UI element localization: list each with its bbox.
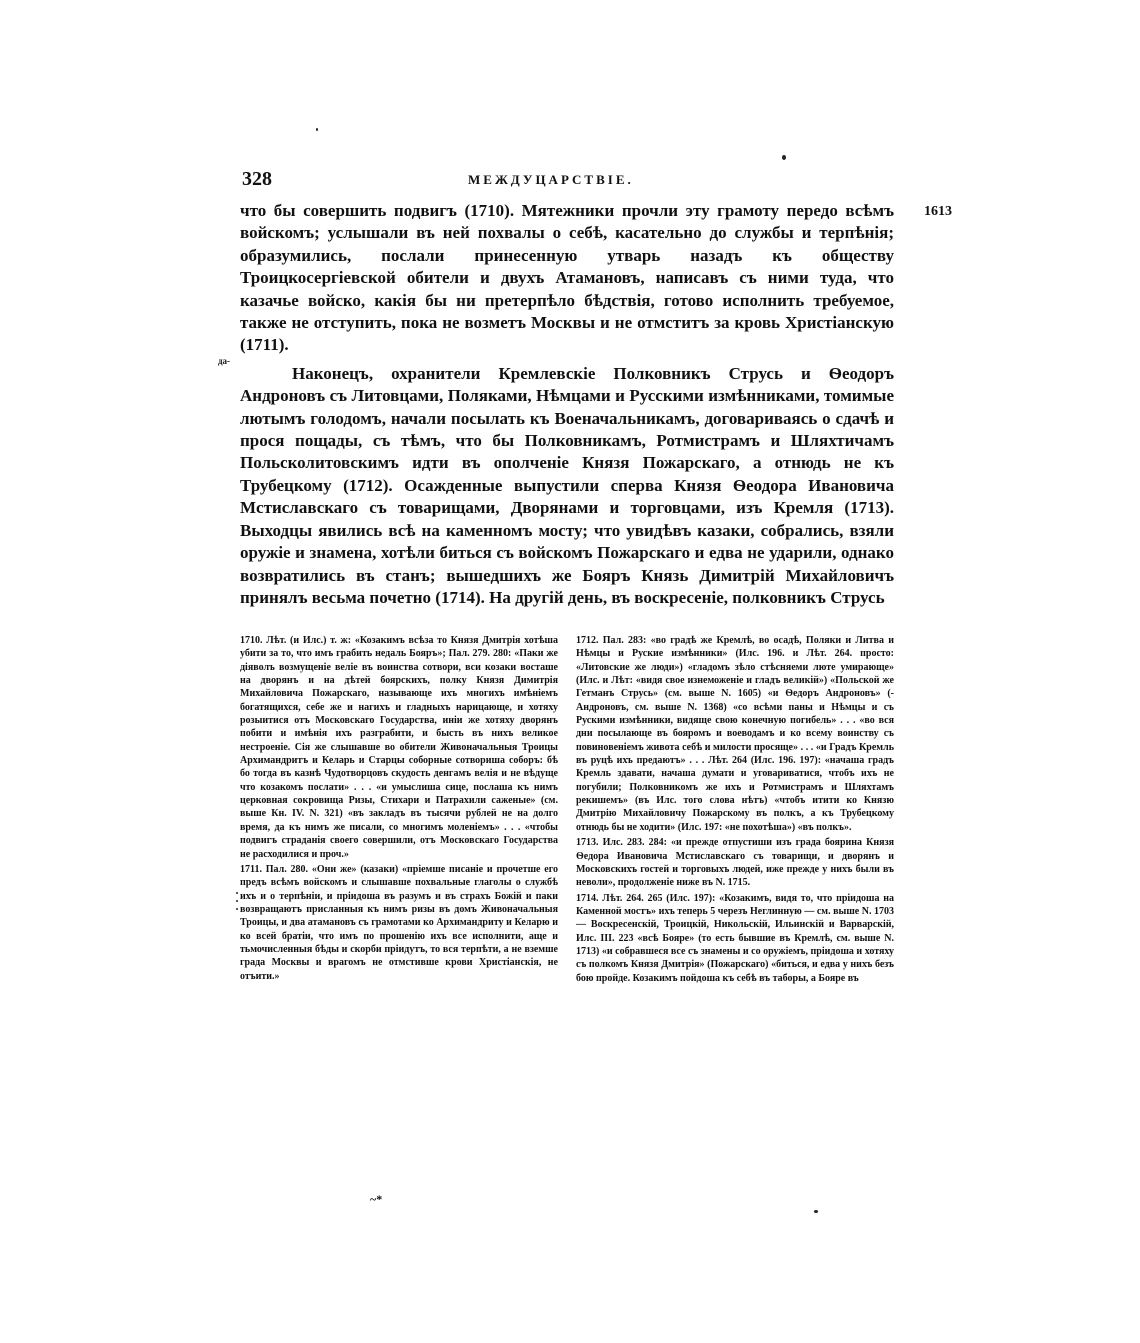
- margin-mark: да-: [218, 356, 231, 366]
- footnotes-right-column: [576, 634, 894, 987]
- footnote-1713: 1713. Илс. 283. 284: «и прежде отпустиши изъ града боярина Князя Ѳедора Ивановича Мстиславскаго съ товарищи, и дворянъ и Московскихъ гостей и торговыхъ людей, иже прежде у нихъ были въ неволи», продолженіе ниже въ N. 1715.: [576, 837, 894, 889]
- footnotes: [240, 634, 894, 1194]
- footnote-1710: 1710. Лѣт. (и Илс.) т. ж: «Козакимъ всѣза то Князя Дмитрія хотѣша убити за то, что имъ грабить недаль Бояръ»; Пал. 279. 280: «Паки же діяволъ возмущеніе веліе въ воинства сотвори, вси козаки восташе на дворянъ и на дѣтей боярскихъ, полку Князя Димитрія Михайловича Пожарскаго, называюще ихъ многихъ имѣніемъ богатящихся, себе же и нагихъ и гладныхъ нарицающе, и хотяху розыитися отъ Московскаго Государства, иніи же хотяху дворянъ побити и имѣнія ихъ разграбити, и бысть въ нихъ великое нестроеніе. Сія же слышавше во обители Живоначальныя Троицы Архимандритъ и Келарь и Старцы соборные сотвориша соборъ: бѣ бо тогда въ казнѣ Чудотворцовъ скудость денгамъ велія и не вѣдуще что козакомъ послати» . . . «и умыслиша сице, послаша къ нимъ церковная сокровища Ризы, Стихари и Патрахили саженые» (см. выше Кн. IV. N. 321) «въ закладъ въ тысячи рублей не на долго время, да къ нимъ же писали, со многимъ моленіемъ» . . . «чтобы подвигъ страданія своего совершили, отъ Московскаго Государства не расходилися и проч.»: [240, 635, 558, 860]
- bottom-ink-mark: ~*: [370, 1192, 383, 1206]
- paragraph: Наконецъ, охранители Кремлевскіе Полковникъ Струсь и Ѳеодоръ Андроновъ съ Литовцами, Поляками, Нѣмцами и Русскими измѣнниками, томимые лютымъ голодомъ, начали посылать къ Военачальникамъ, договариваясь о сдачѣ и прося пощады, съ тѣмъ, что бы Полковникамъ, Ротмистрамъ и Шляхтичамъ Польсколитовскимъ идти въ ополченіе Князя Пожарскаго, а отнюдь не къ Трубецкому (1712). Осажденные выпустили сперва Князя Ѳеодора Ивановича Мстиславскаго съ товарищами, Дворянами и торговцами, изъ Кремля (1713). Выходцы явились всѣ на каменномъ мосту; что увидѣвъ казаки, собрались, взяли оружіе и знамена, хотѣли биться съ войскомъ Пожарскаго и едва не ударили, однако возвратились въ станъ; вышедшихъ же Бояръ Князь Димитрій Михайловичъ принялъ весьма почетно (1714). На другій день, въ воскресеніе, полковникъ Струсь: [240, 363, 894, 607]
- footnote-1714: 1714. Лѣт. 264. 265 (Илс. 197): «Козакимъ, видя то, что пріидоша на Каменной мостъ» ихъ теперь 5 черезъ Неглинную — см. выше N. 1703 — Воскресенскій, Троицкій, Никольскій, Ильинскій и Варварскій, Илс. III. 223 «всѣ Бояре» (то есть бывшие въ Кремлѣ, см. выше N. 1713) «и собравшеся все съ знамены и со оружіемъ, пріидоша и хотяху съ полкомъ Князя Дмитрія» (Пожарскаго) «биться, и едва у нихъ безъ бою пройде. Козакимъ пойдоша къ себѣ въ таборы, а Бояре въ: [576, 892, 894, 984]
- ink-speck: [236, 908, 238, 910]
- running-title: МЕЖДУЦАРСТВІЕ.: [468, 172, 634, 187]
- paragraph: что бы совершить подвигъ (1710). Мятежники прочли эту грамоту передо всѣмъ войскомъ; услышали въ ней похвалы о себѣ, касательно до службы и терпѣнія; образумились, послали принесенную утварь назадъ къ обществу Троицкосергіевской обители и двухъ Атамановъ, написавъ съ ними туда, что казачье войско, какія бы ни претерпѣло бѣдствія, готово исполнить требуемое, также не отступить, пока не возметъ Москвы и не отмститъ за кровь Христіанскую (1711).: [240, 201, 894, 355]
- footnotes-left-column: [240, 634, 558, 985]
- ink-speck: [316, 128, 318, 131]
- ink-speck: [782, 155, 786, 160]
- ink-speck: [236, 900, 238, 902]
- ink-speck: [814, 1210, 818, 1213]
- footnote-1712: 1712. Пал. 283: «во градѣ же Кремлѣ, во осадѣ, Поляки и Литва и Нѣмцы и Руские измѣнники» (Илс. 196. и Лѣт. 264. просто: «Литовские же люди») «гладомъ зѣло стѣсняеми люте умирающе» (Илс. и Лѣт: «видя свое изнеможеніе и гладъ великій») «Польской же Гетманъ Струсь» (см. выше N. 1605) «и Ѳедоръ Андроновъ» (-Андроновъ, см. выше N. 1368) «со всѣми паны и Нѣмцы и съ Рускими измѣнники, видяще свою конечную погибель» . . . «во вся дни посылающе въ бояромъ и воеводамъ и ко всему воинству съ повиновеніемъ живота себѣ и милости просяще» . . . «и Градъ Кремль въ руцѣ ихъ предаютъ» . . . Лѣт. 264 (Илс. 196. 197): «начаша градъ Кремль здавати, начаша думати и уговариватися, чтобъ ихъ не погубили; Полковникомъ же ихъ и Ротмистрамъ и Шляхтамъ рекишемъ» (въ Илс. того слова нѣтъ) «чтобъ итити ко Князю Дмитрію Михайловичу Пожарскому въ полкъ, а къ Трубецкому отнюдь бы не ходити» (Илс. 197: «не похотѣша») «въ полкъ».: [576, 635, 894, 833]
- main-text: [240, 200, 894, 609]
- footnote-1711: 1711. Пал. 280. «Они же» (казаки) «пріемше писаніе и прочетше его предъ всѣмъ войскомъ и слышавше похвальные глаголы о службѣ ихъ и о терпѣніи, и пріидоша въ разумъ и въ страхъ Божій и паки возвращаютъ присланныя къ нимъ ризы въ домъ Живоначальныя Троицы, и два атамановъ съ грамотами ко Архимандриту и Келарю и ко всей братіи, что имъ по прошенію ихъ все исполнити, аще и тьмочисленныя бѣды и скорби пріидутъ, то вся терпѣти, а не вземше града Москвы и врагомъ не отмстивше крови Христіанскія, не отъити.»: [240, 863, 558, 982]
- page-header: [242, 168, 892, 196]
- page-number: 328: [242, 168, 272, 190]
- margin-year: 1613: [924, 204, 952, 219]
- ink-speck: [236, 892, 238, 894]
